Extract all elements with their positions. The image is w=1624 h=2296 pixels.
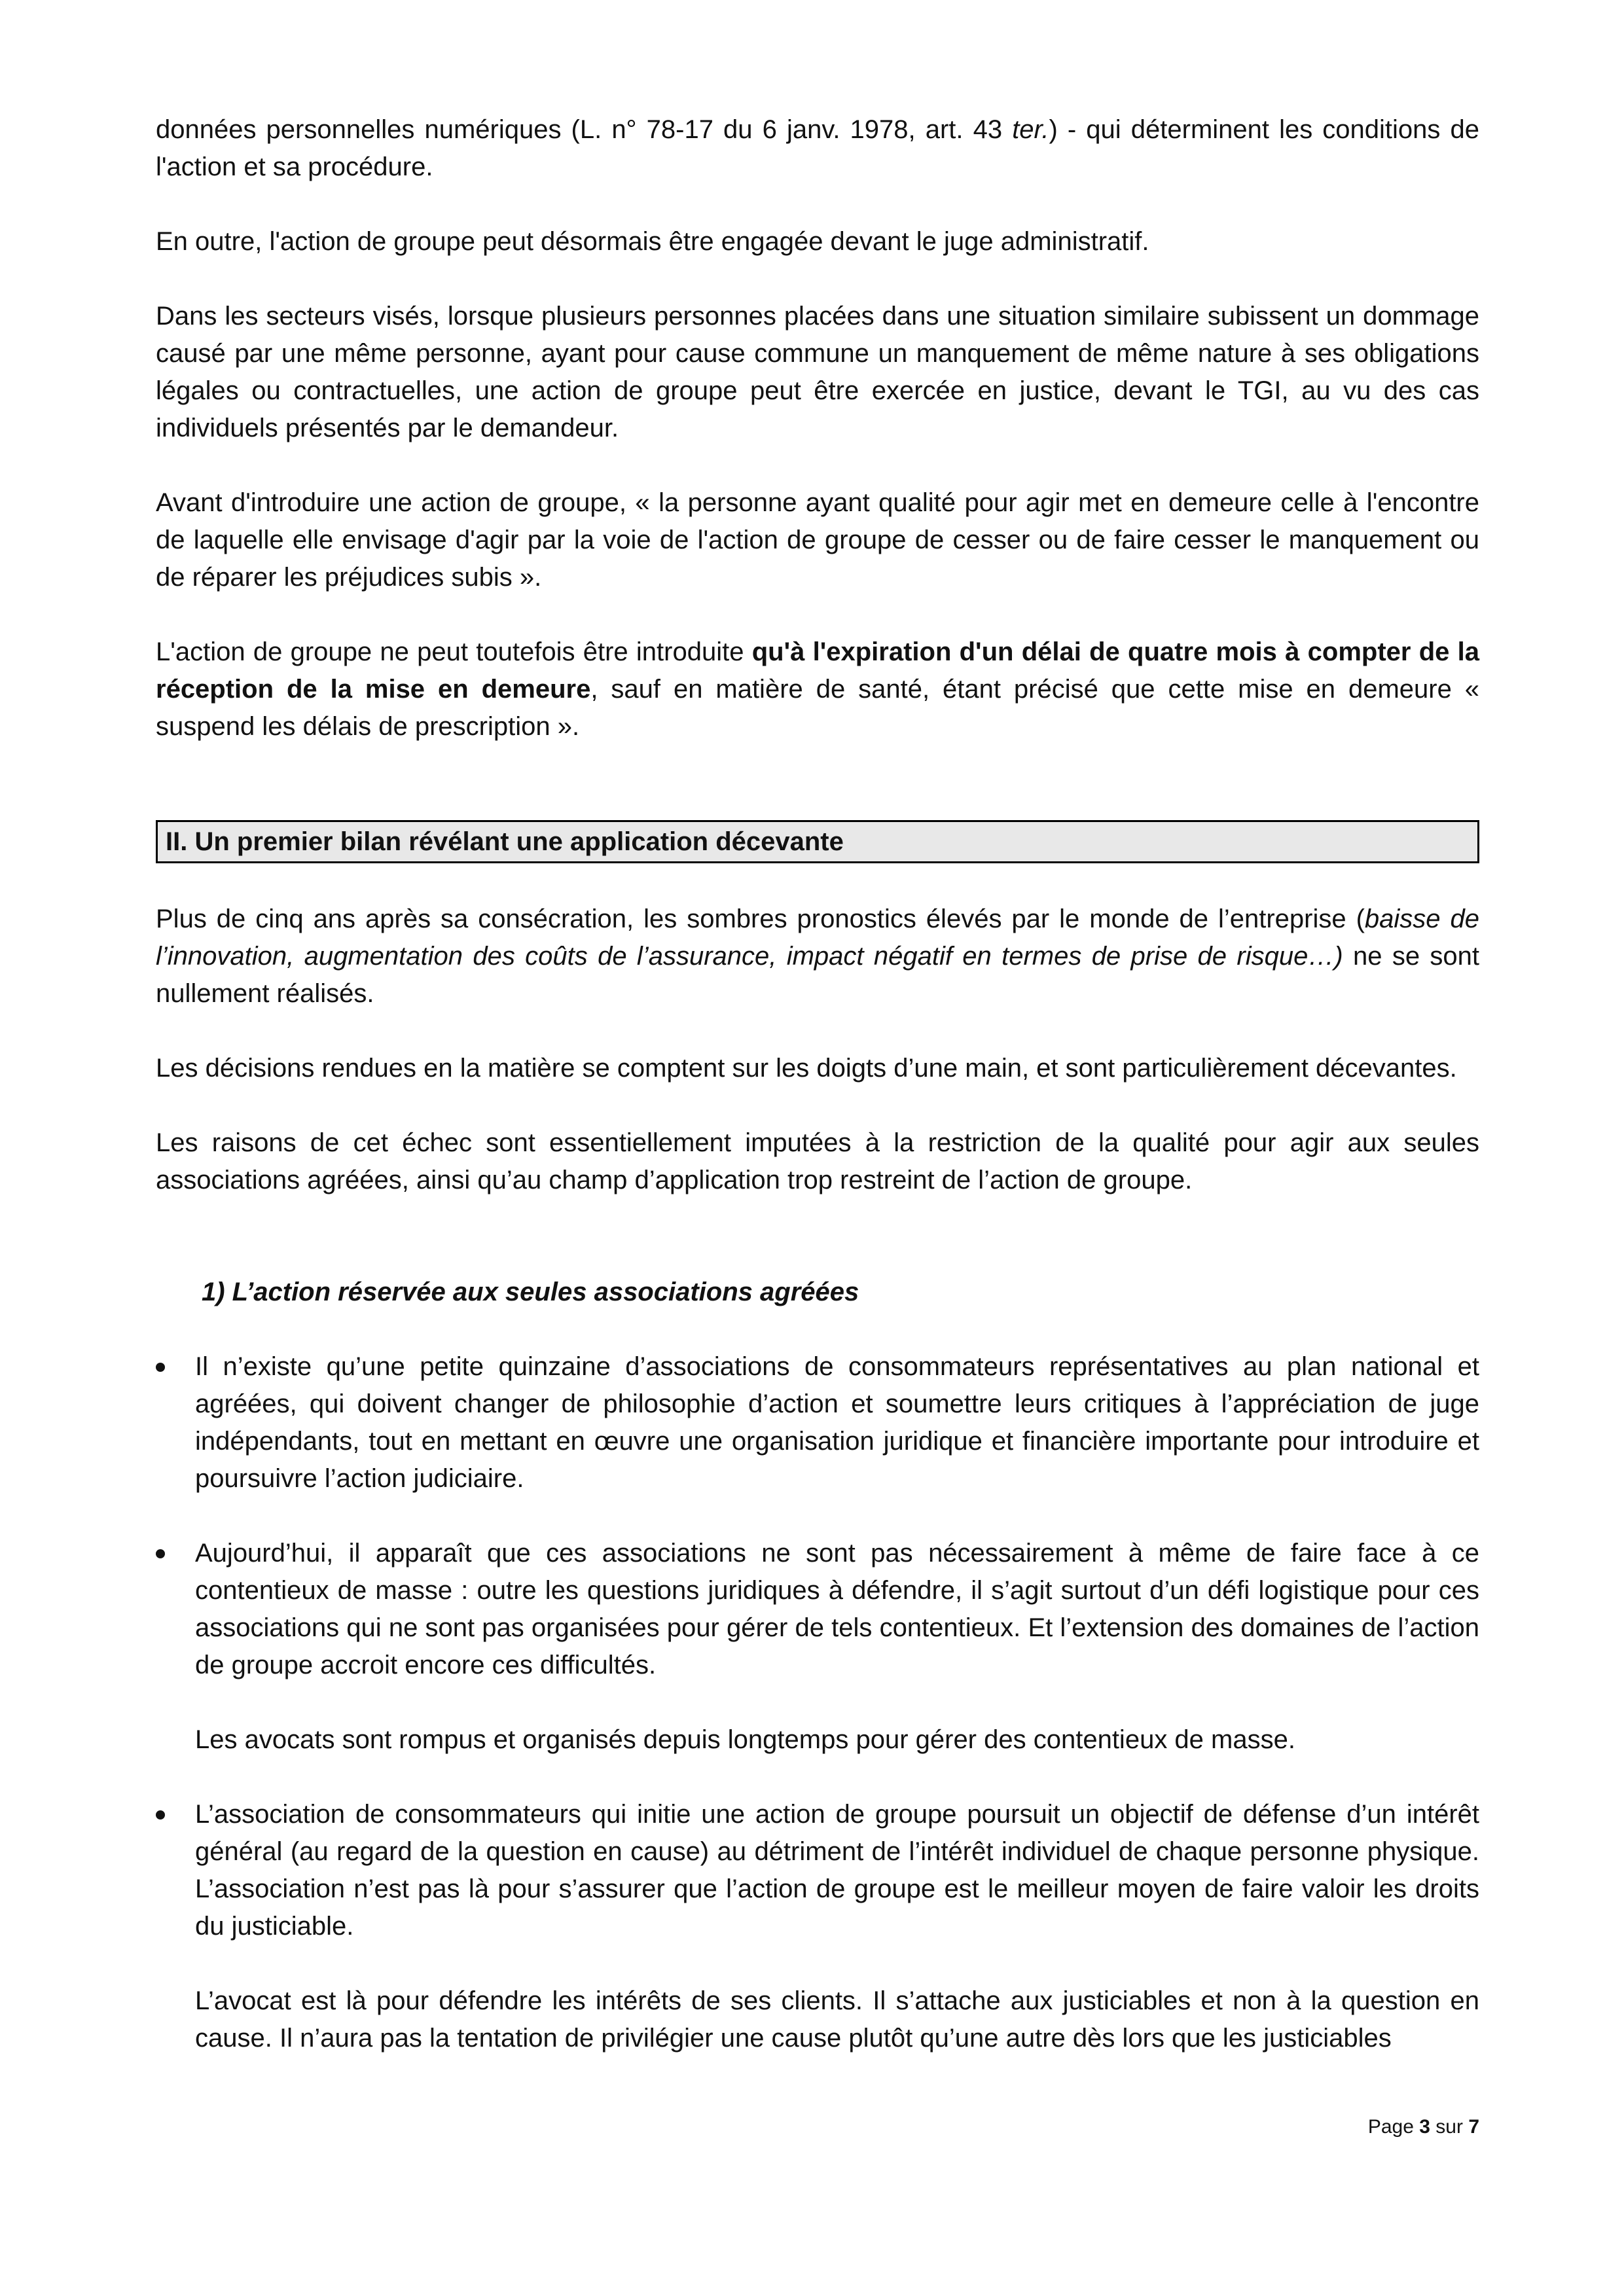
bold-run: qu'à l'expiration d'un délai de quatre mois à compter de la réception de la mise en demeure xyxy=(156,637,1479,704)
bullet-icon xyxy=(156,1810,165,1820)
list-item xyxy=(156,1796,1479,1945)
paragraph-decisions: Les décisions rendues en la matière se comptent sur les doigts d’une main, et sont particulièrement décevantes. xyxy=(156,1054,1457,1083)
page-number-footer xyxy=(1368,2114,1479,2140)
bullet-icon xyxy=(156,1363,165,1372)
section-heading-ii: II. Un premier bilan révélant une application décevante xyxy=(156,820,1479,863)
bullet-follow-text: Les avocats sont rompus et organisés depuis longtemps pour gérer des contentieux de masse. xyxy=(195,1725,1295,1754)
text-run: L'action de groupe ne peut toutefois être introduite xyxy=(156,637,752,666)
italic-run: baisse de l’innovation, augmentation des coûts de l’assurance, impact négatif en termes de prise de risque…) xyxy=(156,905,1479,971)
footer-label: sur xyxy=(1430,2116,1469,2138)
paragraph-administrative-judge: En outre, l'action de groupe peut désormais être engagée devant le juge administratif. xyxy=(156,227,1149,256)
text-run: ) - qui déterminent les conditions de l'action et sa procédure. xyxy=(156,115,1480,181)
list-item xyxy=(156,1535,1479,1684)
bullet-text: Aujourd’hui, il apparaît que ces associations ne sont pas nécessairement à même de faire face à ce contentieux de masse : outre les questions juridiques à défendre, il s’agit surtout d’un défi logistique pour ces associations qui ne sont pas organisées pour gérer de tels contentieux. Et l’extension des domaines de l’action de groupe accroit encore ces difficultés. xyxy=(195,1539,1479,1679)
text-run: données personnelles numériques (L. n° 78-17 du 6 janv. 1978, art. 43 xyxy=(156,115,1013,144)
paragraph-sectors: Dans les secteurs visés, lorsque plusieurs personnes placées dans une situation similaire subissent un dommage causé par une même personne, ayant pour cause commune un manquement de même nature à ses obligations légales ou contractuelles, une action de groupe peut être exercée en justice, devant le TGI, au vu des cas individuels présentés par le demandeur. xyxy=(156,302,1479,442)
page-content xyxy=(156,111,1479,2057)
bullet-text: L’association de consommateurs qui initie une action de groupe poursuit un objectif de défense d’un intérêt général (au regard de la question en cause) au détriment de l’intérêt individuel de chaque personne physique. L’association n’est pas là pour s’assurer que l’action de groupe est le meilleur moyen de faire valoir les droits du justiciable. xyxy=(195,1800,1479,1941)
bullet-icon xyxy=(156,1549,165,1558)
total-page-count: 7 xyxy=(1468,2116,1479,2138)
paragraph-intro-continuation xyxy=(156,111,1479,186)
text-run: , sauf en matière de santé, étant précisé que cette mise en demeure « suspend les délais de prescription ». xyxy=(156,675,1480,741)
bullet-follow-text: L’avocat est là pour défendre les intérêts de ses clients. Il s’attache aux justiciables et non à la question en cause. Il n’aura pas la tentation de privilégier une cause plutôt qu’une autre dès lors que les justiciables xyxy=(195,1986,1479,2053)
subheading-approved-associations: 1) L’action réservée aux seules associations agréées xyxy=(202,1278,859,1306)
paragraph-delay xyxy=(156,634,1479,745)
text-run: Plus de cinq ans après sa consécration, les sombres pronostics élevés par le monde de l’entreprise ( xyxy=(156,905,1365,933)
text-run: ne se sont nullement réalisés. xyxy=(156,942,1480,1008)
bullet-text: Il n’existe qu’une petite quinzaine d’associations de consommateurs représentatives au plan national et agréées, qui doivent changer de philosophie d’action et soumettre leurs critiques à l’appréciation de juge indépendants, tout en mettant en œuvre une organisation juridique et financière importante pour introduire et poursuivre l’action judiciaire. xyxy=(195,1352,1479,1493)
italic-run: ter. xyxy=(1012,115,1049,144)
list-item xyxy=(156,1348,1479,1498)
paragraph-formal-notice: Avant d'introduire une action de groupe, « la personne ayant qualité pour agir met en demeure celle à l'encontre de laquelle elle envisage d'agir par la voie de l'action de groupe de cesser ou de faire cesser le manquement ou de réparer les préjudices subis ». xyxy=(156,488,1479,592)
paragraph-reasons: Les raisons de cet échec sont essentiellement imputées à la restriction de la qualité pour agir aux seules associations agréées, ainsi qu’au champ d’application trop restreint de l’action de groupe. xyxy=(156,1128,1479,1194)
paragraph-first-assessment xyxy=(156,901,1479,1013)
current-page-number: 3 xyxy=(1419,2116,1430,2138)
footer-label: Page xyxy=(1367,2116,1420,2138)
